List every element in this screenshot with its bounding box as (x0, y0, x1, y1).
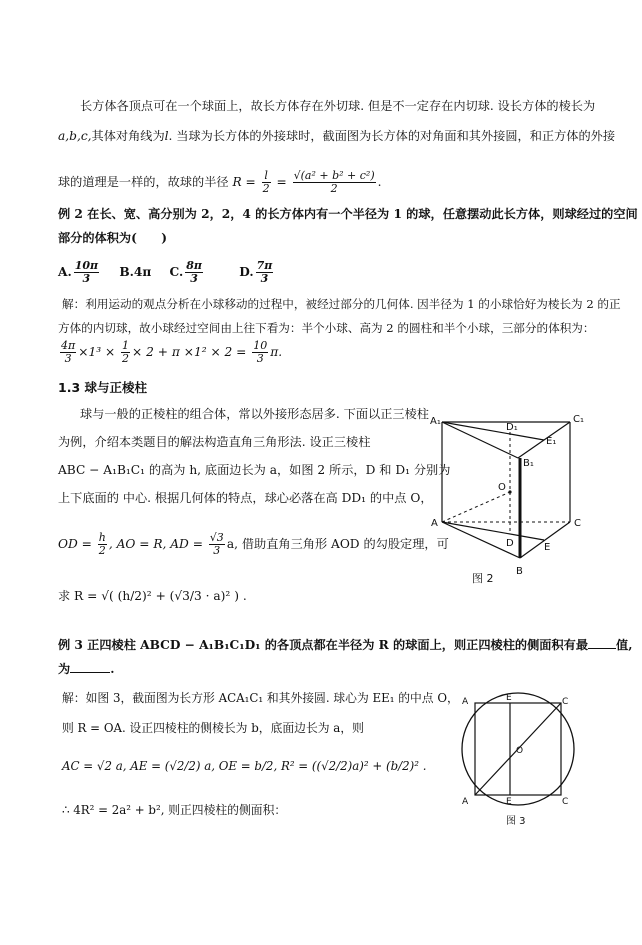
intro-line-2-text: 其体对角线为 (91, 129, 165, 143)
intro-l-var: l (164, 129, 169, 143)
label-e: E (544, 542, 551, 553)
label-c1: C₁ (573, 414, 584, 425)
example2-solution-1: 解：利用运动的观点分析在小球移动的过程中，被经过部分的几何体. 因半径为 1 的小球恰好为棱长为 2 的正 (62, 297, 621, 311)
label-c-top: C (562, 697, 569, 707)
intro-vars: a,b,c, (58, 129, 92, 143)
figure-2-caption: 图 2 (472, 572, 494, 585)
example2-line-1: 例 2 在长、宽、高分别为 2，2，4 的长方体内有一个半径为 1 的球，任意摆动此长方体，则球经过的空间 (58, 207, 638, 221)
label-a: A (431, 518, 438, 529)
solution3-line-1: 解：如图 3，截面图为长方形 ACA₁C₁ 和其外接圆. 球心为 EE₁ 的中点 O， (62, 691, 459, 705)
section-title: 1.3 球与正棱柱 (58, 380, 147, 395)
label-e1: E₁ (546, 436, 557, 447)
label-b: B (516, 566, 523, 577)
label-a1: A₁ (430, 416, 441, 427)
intro-line-3-text: 球的道理是一样的，故球的半径 (58, 175, 229, 189)
option-d: D. $\frac{7\pi}{3}$ (239, 259, 273, 285)
solution3-line-3: AC = √2 a, AE = (√2/2) a, OE = b/2, R² = ((√2/2)a)² + (b/2)² . (62, 759, 427, 773)
example2-options (58, 260, 275, 285)
label-e-bottom: E (506, 797, 512, 807)
label-c-bottom: C (562, 797, 569, 807)
option-b: B.4π (119, 265, 152, 279)
label-b1: B₁ (523, 458, 534, 469)
solution3-line-2: 则 R = OA. 设正四棱柱的侧棱长为 b，底面边长为 a，则 (62, 721, 364, 735)
intro-line-1: 长方体各顶点可在一个球面上，故长方体存在外切球. 但是不一定存在内切球. 设长方体的棱长为 (80, 99, 596, 113)
example3-line-2: 为 . (58, 662, 115, 676)
label-a-top: A (462, 697, 469, 707)
example2-solution-2: 方体的内切球，故小球经过空间由上往下看为：半个小球、高为 2 的圆柱和半个小球，三部分的体积为： (58, 321, 595, 335)
section-line-2: 为例，介绍本类题目的解法构造直角三角形法. 设正三棱柱 (58, 435, 371, 449)
median-ae (442, 522, 544, 540)
example2-line-2: 部分的体积为( ) (58, 231, 168, 245)
label-c: C (574, 518, 581, 529)
section-line-3: ABC − A₁B₁C₁ 的高为 h, 底面边长为 a，如图 2 所示，D 和 D₁ 分别为 (58, 463, 451, 477)
label-e-top: E (506, 693, 512, 703)
solution3-line-4: ∴ 4R² = 2a² + b², 则正四棱柱的侧面积： (62, 803, 287, 817)
label-d: D (506, 538, 514, 549)
radius-lhs: R = (232, 175, 256, 189)
example3-line-1: 例 3 正四棱柱 ABCD − A₁B₁C₁D₁ 的各顶点都在半径为 R 的球面上，则正四棱柱的侧面积有最 值, (58, 638, 633, 652)
section-line-4: 上下底面的 中心. 根据几何体的特点，球心必落在高 DD₁ 的中点 O， (58, 491, 433, 505)
section-line-5: OD = $\frac{h}{2}$ , AO = R, AD = $\frac{√3}{3}$ a, 借助直角三角形 AOD 的勾股定理，可 (58, 531, 449, 557)
label-o: O (516, 746, 524, 756)
intro-line-2 (58, 128, 615, 144)
section-line-1: 球与一般的正棱柱的组合体，常以外接形态居多. 下面以正三棱柱 (80, 407, 429, 421)
center-o (508, 490, 511, 493)
example2-formula: $\frac{4\pi}{3}$ ×1³ × $\frac{1}{2}$ × 2 + π ×1² × 2 = $\frac{10}{3}$ π. (61, 339, 283, 365)
radius-eq: = (276, 175, 287, 189)
median-a1e1 (442, 422, 544, 440)
radius-fraction-2: $\frac{\text{√(a² + b² + c²)}}{2}$ (293, 169, 375, 195)
section-line-6: 求 R = √( (h/2)² + (√3/3 · a)² ) . (58, 589, 247, 603)
label-d1: D₁ (506, 422, 518, 433)
segment-ao (442, 492, 510, 522)
figure-2-prism (428, 410, 613, 590)
intro-line-2-tail: . 当球为长方体的外接球时，截面图为长方体的对角面和其外接圆，和正方体的外接 (168, 129, 616, 143)
figure-3-caption: 图 3 (506, 816, 526, 827)
intro-line-3: 球的道理是一样的，故球的半径 R = $\frac{l}{2}$ = $\frac{\text{√(a² + b² + c²)}}{2}$ . (58, 169, 382, 195)
figure-3-section (448, 686, 588, 836)
option-c: C. $\frac{8\pi}{3}$ (169, 259, 202, 285)
label-a-bottom: A (462, 797, 469, 807)
label-o: O (498, 482, 506, 493)
option-a: A. $\frac{10\pi}{3}$ (58, 259, 99, 285)
radius-fraction-1: $\frac{l}{2}$ (262, 169, 270, 195)
